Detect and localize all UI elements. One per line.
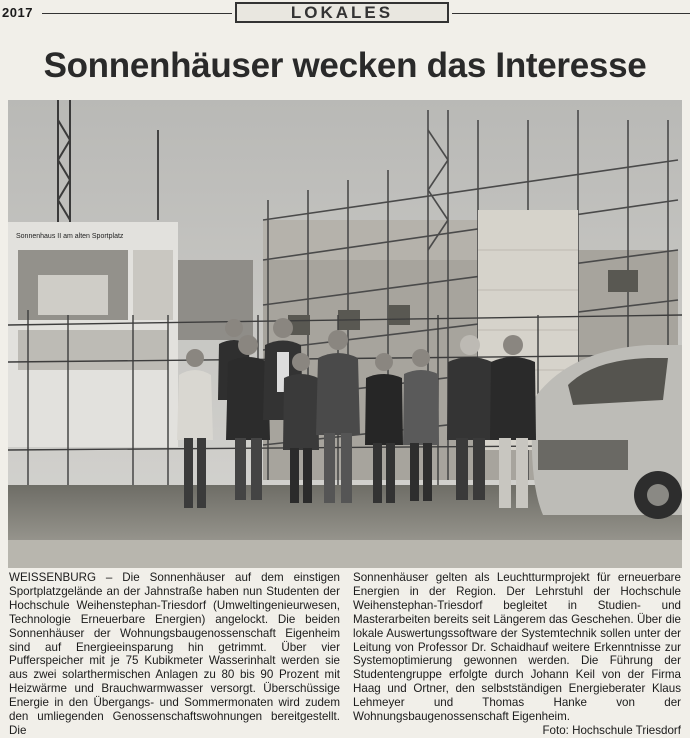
photo-credit: Foto: Hochschule Triesdorf (542, 723, 681, 737)
site-sign-title: Sonnenhaus II am alten Sportplatz (16, 233, 124, 240)
right-column-body: Sonnenhäuser gelten als Leuchtturmprojekt für erneuerbare Energien in der Region. Der Lehrstuhl der Hochschule Weihenstephan-Triesdorf begleitet in Studien- und Masterarbeiten bereits seit Längerem das Geschehen. Über die lokale Auswertungssoftware der Systemtechnik sollen unter der Leitung von Professor Dr. Schaidhauf weitere Erkenntnisse zur Systemoptimierung gewonnen werden. Die Führung der Studentengruppe erfolgte durch Johann Keil von der Firma Haag und Ortner, den selbstständigen Energieberater Klaus Lehmeyer und Thomas Hanke von der Wohnungsbaugenossenschaft Eigenheim. (353, 571, 681, 724)
article-headline: Sonnenhäuser wecken das Interesse (43, 46, 647, 85)
section-label: LOKALES (235, 2, 449, 23)
issue-year: 2017 (2, 5, 33, 20)
article-text-right-column (353, 571, 681, 738)
header-rule-right (452, 13, 690, 14)
page-header (0, 0, 690, 26)
header-rule-left (42, 13, 232, 14)
article-photo (8, 100, 682, 568)
article-text-left-column: WEISSENBURG – Die Sonnenhäuser auf dem einstigen Sportplatzgelände an der Jahnstraße haben nun Studenten der Hochschule Weihenstephan-Triesdorf (Umweltingenieurwesen, Technologie Erneuerbare Energien) angelockt. Die beiden Sonnenhäuser der Wohnungsbaugenossenschaft Eigenheim sind auf Energieeinsparung hin getrimmt. Über vier Pufferspeicher mit je 75 Kubikmeter Wasserinhalt werden sie aus zwei solarthermischen Anlagen zu 80 bis 90 Prozent mit Heizwärme und Brauchwarmwasser versorgt. Überschüssige Energie in den Übergangs- und Sommermonaten wird zudem den umliegenden Genossenschaftswohnungen bereitgestellt. Die (9, 571, 340, 737)
